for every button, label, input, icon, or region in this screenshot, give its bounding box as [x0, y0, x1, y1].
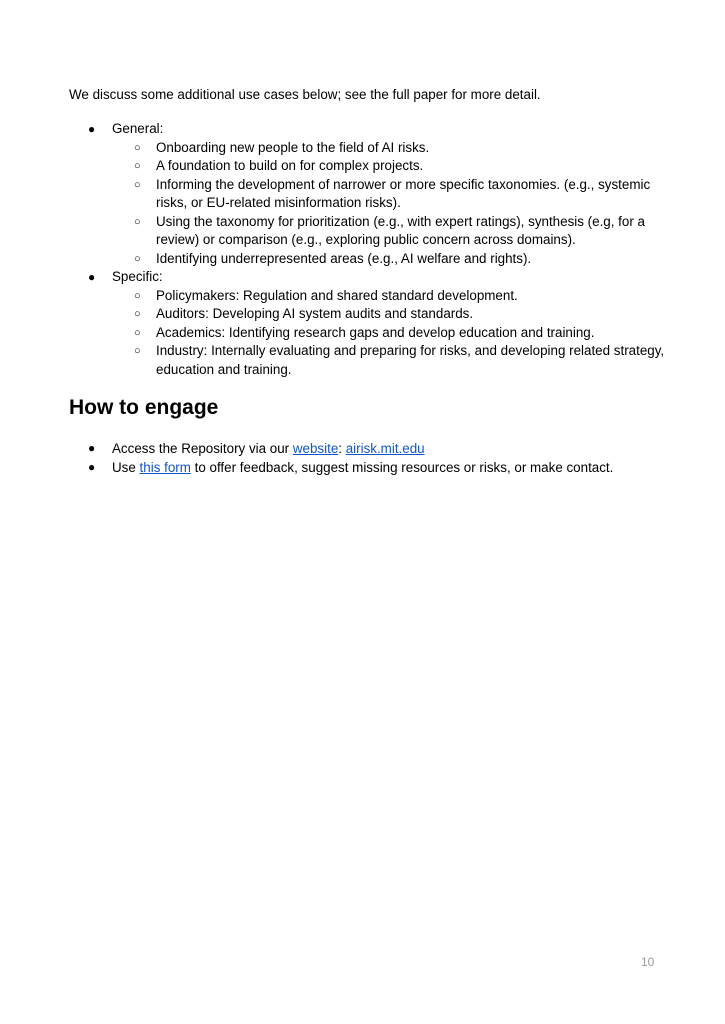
use-case-specific [69, 268, 669, 379]
hollow-bullet-icon: ○ [134, 252, 141, 265]
list-item: ○ Academics: Identifying research gaps and develop education and training. [112, 324, 669, 343]
engage-list [69, 439, 689, 477]
use-case-general [69, 120, 669, 268]
hollow-bullet-icon: ○ [134, 308, 141, 320]
specific-sublist [112, 287, 669, 380]
hollow-bullet-icon: ○ [134, 215, 141, 228]
feedback-form-link[interactable]: this form [139, 460, 191, 475]
hollow-bullet-icon: ○ [134, 178, 141, 191]
use-case-label: Specific: [112, 269, 163, 284]
list-item: ○ A foundation to build on for complex projects. [112, 157, 669, 176]
page-number: 10 [641, 955, 655, 969]
use-case-label: General: [112, 121, 164, 136]
bullet-icon: ● [88, 460, 96, 474]
engage-text: Access the Repository via our [112, 441, 293, 456]
hollow-bullet-icon: ○ [134, 345, 141, 357]
bullet-icon: ● [88, 122, 96, 136]
use-cases-list [69, 120, 669, 379]
list-item: ○ Onboarding new people to the field of AI risks. [112, 139, 669, 158]
bullet-icon: ● [88, 441, 96, 455]
list-item: ○ Identifying underrepresented areas (e.g., AI welfare and rights). [112, 250, 669, 269]
engage-item-feedback [69, 458, 689, 477]
engage-item-repository [69, 439, 689, 458]
engage-separator: : [338, 441, 346, 456]
general-sublist [112, 139, 669, 269]
section-heading: How to engage [69, 396, 219, 419]
intro-paragraph: We discuss some additional use cases below; see the full paper for more detail. [69, 87, 541, 102]
hollow-bullet-icon: ○ [134, 141, 141, 154]
list-item: ○ Using the taxonomy for prioritization (e.g., with expert ratings), synthesis (e.g, for a review) or comparison (e.g., exploring public concern across domains). [134, 213, 645, 247]
engage-text: Use [112, 460, 140, 475]
website-link[interactable]: website [292, 441, 339, 456]
list-item: ○ Informing the development of narrower or more specific taxonomies. (e.g., systemic risks, or EU-related misinformation risks). [134, 176, 651, 210]
list-item: ○ Auditors: Developing AI system audits and standards. [112, 305, 669, 324]
list-item: ○ Industry: Internally evaluating and preparing for risks, and developing related strategy, education and training. [134, 343, 665, 377]
engage-text: to offer feedback, suggest missing resources or risks, or make contact. [190, 460, 614, 475]
airisk-url-link[interactable]: airisk.mit.edu [345, 441, 425, 456]
bullet-icon: ● [88, 270, 96, 284]
list-item: ○ Policymakers: Regulation and shared standard development. [112, 287, 669, 306]
hollow-bullet-icon: ○ [134, 160, 141, 172]
hollow-bullet-icon: ○ [134, 289, 141, 302]
hollow-bullet-icon: ○ [134, 326, 141, 339]
